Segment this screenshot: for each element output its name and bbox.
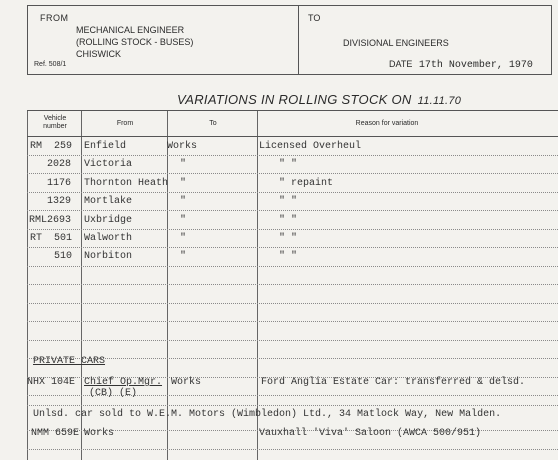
- from-cell: Enfield: [84, 141, 127, 152]
- to-cell: ": [180, 215, 187, 226]
- row-rule: [27, 340, 558, 341]
- row-rule: [27, 405, 558, 406]
- row-rule: [27, 358, 558, 359]
- column-rule: [167, 110, 168, 460]
- from-label: FROM: [40, 13, 69, 23]
- variations-table: [27, 110, 558, 460]
- to-cell: ": [180, 233, 187, 244]
- reason-cell: " ": [279, 251, 298, 262]
- vehicle-number: NHX 104E: [27, 377, 76, 388]
- column-rule: [257, 110, 258, 460]
- to-cell: ": [180, 159, 187, 170]
- from-line: MECHANICAL ENGINEER: [76, 25, 185, 35]
- vehicle-prefix: RM: [30, 141, 43, 152]
- title-date: 11.11.70: [417, 95, 462, 107]
- col-vehicle-header: Vehicle number: [43, 115, 67, 130]
- reference-number: Ref. 508/1: [34, 61, 67, 68]
- from-cell: Uxbridge: [84, 215, 133, 226]
- table-top-rule: [27, 110, 558, 111]
- reason-cell: Licensed Overheul: [259, 141, 362, 152]
- vehicle-prefix: RML2693: [29, 215, 72, 226]
- col-reason-header: Reason for variation: [355, 120, 419, 127]
- to-cell: ": [180, 251, 187, 262]
- vehicle-number: 1329: [47, 196, 72, 207]
- to-label: TO: [308, 13, 321, 23]
- from-line: CHISWICK: [76, 49, 121, 59]
- from-cell: Mortlake: [84, 196, 133, 207]
- date-label: DATE: [389, 59, 413, 69]
- from-address: [76, 24, 193, 60]
- from-line: (ROLLING STOCK - BUSES): [76, 37, 194, 47]
- row-rule: [27, 449, 558, 450]
- to-cell: ": [180, 196, 187, 207]
- reason-cell: Vauxhall 'Viva' Saloon (AWCA 500/951): [259, 428, 482, 439]
- from-cell-2: (CB) (E): [89, 388, 138, 399]
- vehicle-number: NMM 659E: [31, 428, 80, 439]
- reason-cell: " ": [279, 196, 298, 207]
- vehicle-prefix: RT: [30, 233, 43, 244]
- row-rule: [27, 303, 558, 304]
- vehicle-number: 510: [54, 251, 73, 262]
- row-rule: [27, 321, 558, 322]
- row-rule: [27, 247, 558, 248]
- row-rule: [27, 266, 558, 267]
- reason-cell: Ford Anglia Estate Car: transferred & delsd.: [261, 377, 526, 388]
- sale-note: Unlsd. car sold to W.E.M. Motors (Wimbledon) Ltd., 34 Matlock Way, New Malden.: [33, 409, 502, 420]
- col-from-header: From: [116, 120, 134, 127]
- reason-cell: " ": [279, 233, 298, 244]
- page-title: [177, 92, 461, 107]
- table-border: [27, 110, 28, 460]
- header-rule: [27, 136, 558, 137]
- row-rule: [27, 173, 558, 174]
- vehicle-number: 2028: [47, 159, 72, 170]
- row-rule: [27, 229, 558, 230]
- to-recipient: DIVISIONAL ENGINEERS: [343, 38, 449, 48]
- row-rule: [27, 210, 558, 211]
- row-rule: [27, 284, 558, 285]
- from-cell: Chief Op.Mgr.: [84, 377, 163, 388]
- vehicle-number: 259: [54, 141, 73, 152]
- memo-header: [27, 5, 552, 75]
- reason-cell: " ": [279, 159, 298, 170]
- vehicle-number: 501: [54, 233, 73, 244]
- column-rule: [81, 110, 82, 460]
- row-rule: [27, 192, 558, 193]
- to-cell: ": [180, 178, 187, 189]
- reason-cell: " repaint: [279, 178, 334, 189]
- reason-cell: " ": [279, 215, 298, 226]
- from-cell: Works: [84, 428, 115, 439]
- to-cell: Works: [167, 141, 198, 152]
- from-cell: Walworth: [84, 233, 133, 244]
- private-cars-heading: PRIVATE CARS: [33, 356, 106, 367]
- header-divider: [298, 6, 299, 74]
- title-text: VARIATIONS IN ROLLING STOCK ON: [177, 92, 412, 107]
- col-to-header: To: [209, 120, 217, 127]
- row-rule: [27, 155, 558, 156]
- date-value: 17th November, 1970: [418, 60, 533, 71]
- vehicle-number: 1176: [47, 178, 72, 189]
- from-cell: Thornton Heath: [84, 178, 169, 189]
- from-cell: Norbiton: [84, 251, 133, 262]
- date-field: [389, 59, 533, 71]
- from-cell: Victoria: [84, 159, 133, 170]
- to-cell: Works: [171, 377, 202, 388]
